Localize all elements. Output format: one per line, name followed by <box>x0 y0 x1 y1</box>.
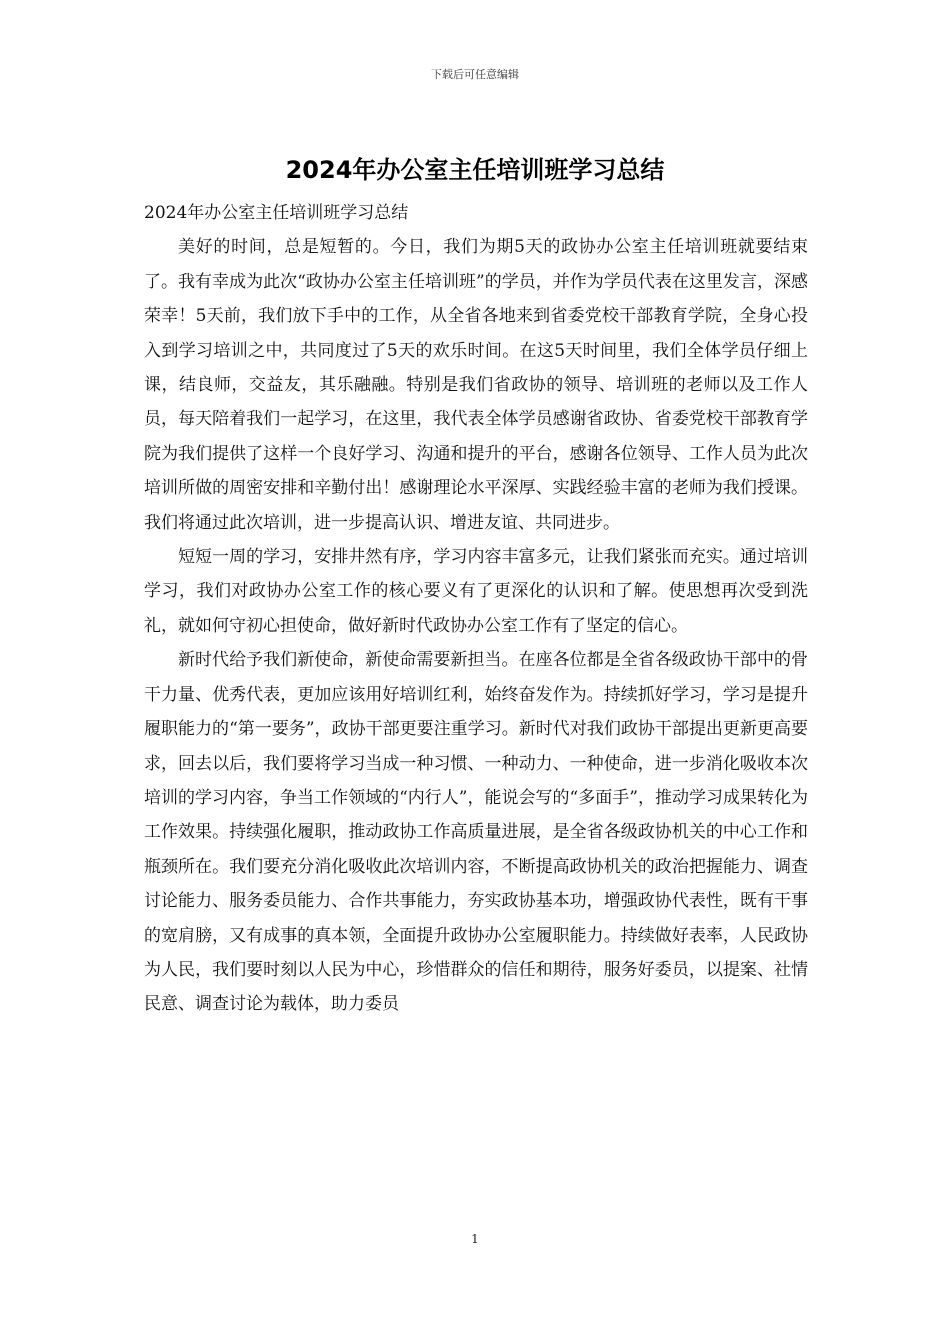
page-number: 1 <box>471 1232 479 1246</box>
body-paragraph-1: 美好的时间，总是短暂的。今日，我们为期5天的政协办公室主任培训班就要结束了。我有幸成为此次“政协办公室主任培训班”的学员，并作为学员代表在这里发言，深感荣幸！5天前，我们放下手中的工作，从全省各地来到省委党校干部教育学院，全身心投入到学习培训之中，共同度过了5天的欢乐时间。在这5天时间里，我们全体学员仔细上课，结良师，交益友，其乐融融。特别是我们省政协的领导、培训班的老师以及工作人员，每天陪着我们一起学习，在这里，我代表全体学员感谢省政协、省委党校干部教育学院为我们提供了这样一个良好学习、沟通和提升的平台，感谢各位领导、工作人员为此次培训所做的周密安排和辛勤付出！感谢理论水平深厚、实践经验丰富的老师为我们授课。我们将通过此次培训，进一步提高认识、增进友谊、共同进步。 <box>144 237 808 533</box>
document-body <box>144 196 808 1022</box>
body-paragraph-2: 短短一周的学习，安排井然有序，学习内容丰富多元，让我们紧张而充实。通过培训学习，我们对政协办公室工作的核心要义有了更深化的认识和了解。使思想再次受到洗礼，就如何守初心担使命，做好新时代政协办公室工作有了坚定的信心。 <box>144 547 808 636</box>
header-note: 下载后可任意编辑 <box>431 68 519 81</box>
body-paragraph-3: 新时代给予我们新使命，新使命需要新担当。在座各位都是全省各级政协干部中的骨干力量、优秀代表，更加应该用好培训红利，始终奋发作为。持续抓好学习，学习是提升履职能力的“第一要务”，政协干部更要注重学习。新时代对我们政协干部提出更新更高要求，回去以后，我们要将学习当成一种习惯、一种动力、一种使命，进一步消化吸收本次培训的学习内容，争当工作领域的“内行人”，能说会写的“多面手”，推动学习成果转化为工作效果。持续强化履职，推动政协工作高质量进展，是全省各级政协机关的中心工作和瓶颈所在。我们要充分消化吸收此次培训内容，不断提高政协机关的政治把握能力、调查讨论能力、服务委员能力、合作共事能力，夯实政协基本功，增强政协代表性，既有干事的宽肩膀，又有成事的真本领，全面提升政协办公室履职能力。持续做好表率，人民政协为人民，我们要时刻以人民为中心，珍惜群众的信任和期待，服务好委员，以提案、社情民意、调查讨论为载体，助力委员 <box>144 650 808 1015</box>
subtitle-paragraph: 2024年办公室主任培训班学习总结 <box>144 203 409 223</box>
document-title: 2024年办公室主任培训班学习总结 <box>285 156 665 184</box>
